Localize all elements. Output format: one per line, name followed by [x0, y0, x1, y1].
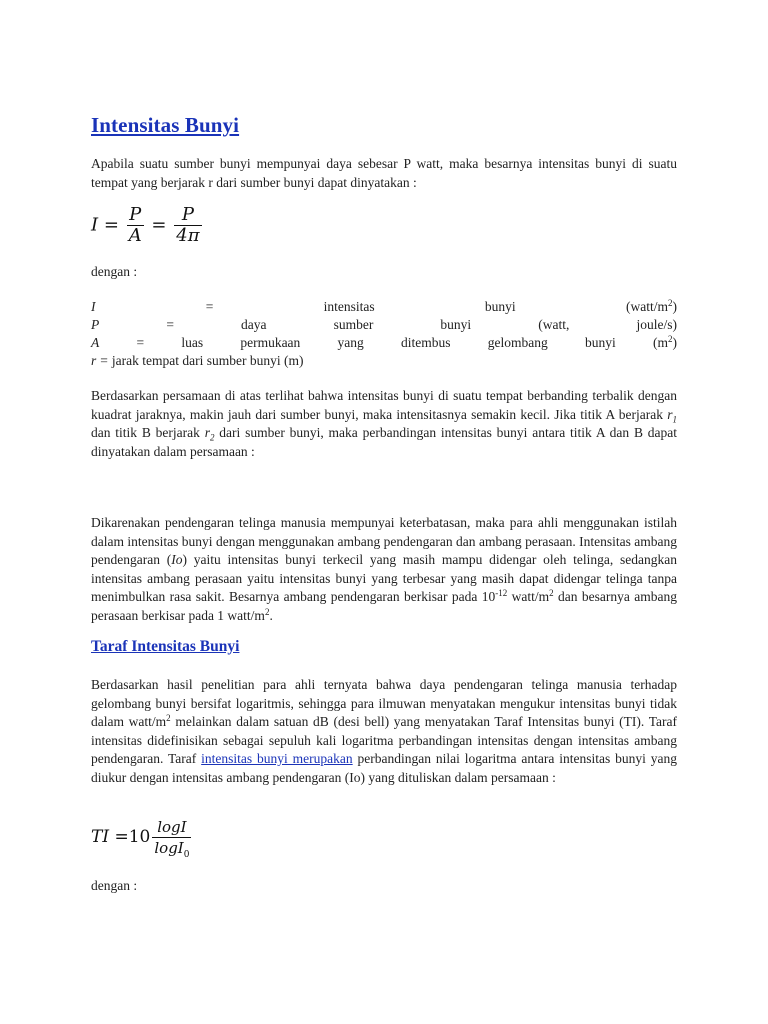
definition-symbol: P: [91, 317, 100, 332]
definition-unit: $(watt/m^2)$: [625, 298, 677, 314]
fraction-numerator: P: [127, 205, 144, 226]
dengan-label-2: dengan :: [91, 878, 138, 893]
definition-row-i: [91, 298, 677, 316]
log-fraction: [152, 817, 191, 858]
definition-word: bunyi: [585, 335, 616, 350]
definition-symbol: r: [91, 353, 97, 368]
definition-word: permukaan: [240, 335, 301, 350]
definition-word: intensitas: [323, 299, 375, 314]
definition-word: yang: [337, 335, 364, 350]
definition-equals: =: [100, 353, 108, 368]
r2-symbol: $r_2$: [204, 425, 215, 443]
definition-word: (watt,: [538, 317, 570, 332]
definition-word: gelombang: [487, 335, 548, 350]
fraction-numerator: P: [174, 205, 201, 226]
formula-equals: =: [103, 214, 119, 236]
dengan-label: dengan :: [91, 264, 138, 279]
definition-word: daya: [241, 317, 267, 332]
section-title: Taraf Intensitas Bunyi: [91, 638, 240, 655]
formula-equals: =: [151, 214, 167, 236]
definition-equals: =: [136, 335, 145, 350]
variable-definitions: [91, 298, 677, 370]
formula-lhs: TI: [91, 827, 110, 847]
intensitas-bunyi-link[interactable]: intensitas bunyi merupakan: [201, 751, 353, 766]
r1-symbol: $r_1$: [667, 406, 677, 425]
definition-word: bunyi: [440, 317, 472, 332]
definition-row-r: [91, 352, 677, 370]
fraction-denominator: A: [128, 225, 142, 246]
formula-lhs: I: [91, 214, 99, 236]
definition-unit: joule/s): [636, 317, 677, 332]
intensity-level-formula: [91, 817, 193, 858]
definition-equals: =: [166, 317, 174, 332]
formula-coefficient: 10: [128, 827, 151, 847]
level-paragraph: Berdasarkan hasil penelitian para ahli ternyata bahwa daya pendengaran telinga manusia terhadap gelombang bunyi bersifat logaritmis, sehingga para ilmuwan menyatakan mengukur intensitas bunyi tidak dalam watt/$m^2$ melainkan dalam satuan dB (desi bell) yang menyatakan Taraf Intensitas bunyi (TI). Taraf intensitas didefinisikan sebagai sepuluh kali logaritma perbandingan intensitas dengan intensitas ambang pendengaran. Taraf intensitas bunyi merupakan perbandingan nilai logaritma antara intensitas bunyi yang diukur dengan intensitas ambang pendengaran (Io) yang dituliskan dalam persamaan :: [91, 677, 678, 785]
definition-word: sumber: [333, 317, 374, 332]
fraction-numerator: logI: [152, 817, 191, 838]
intro-paragraph: Apabila suatu sumber bunyi mempunyai daya sebesar P watt, maka besarnya intensitas bunyi di suatu tempat yang berjarak r dari sumber bunyi dapat dinyatakan :: [91, 156, 677, 190]
definition-unit: $(m^2)$: [653, 334, 677, 350]
page-title: Intensitas Bunyi: [91, 113, 240, 137]
definition-word: jarak tempat dari sumber bunyi (m): [111, 353, 304, 368]
formula-equals: =: [114, 827, 129, 847]
definition-word: luas: [181, 335, 204, 350]
fraction-p-over-4pi: [174, 205, 201, 246]
intensity-formula: [91, 205, 204, 246]
threshold-paragraph: Dikarenakan pendengaran telinga manusia mempunyai keterbatasan, maka para ahli menggunakan istilah dalam intensitas bunyi dengan menggunakan ambang pendengaran dan ambang perasaan. Intensitas ambang pendengaran (Io) yaitu intensitas bunyi terkecil yang masih mampu didengar oleh telinga, sedangkan intensitas ambang perasaan yaitu intensitas bunyi yang terbesar yang masih dapat didengar telinga tanpa menimbulkan rasa sakit. Besarnya ambang pendengaran berkisar pada $10^{-12}$ watt/$m^2$ dan besarnya ambang perasaan berkisar pada 1 watt/$m^2$.: [91, 515, 677, 623]
definition-word: bunyi: [484, 299, 516, 314]
definition-symbol: A: [91, 335, 100, 350]
definition-equals: =: [205, 299, 214, 314]
fraction-p-over-a: [127, 205, 144, 246]
definition-word: ditembus: [401, 335, 451, 350]
definition-row-a: [91, 334, 677, 352]
fraction-denominator: logI$_0$: [154, 839, 190, 860]
definition-symbol: I: [91, 299, 96, 314]
definition-row-p: [91, 316, 677, 334]
fraction-denominator: 4π: [176, 225, 200, 246]
ratio-paragraph: Berdasarkan persamaan di atas terlihat bahwa intensitas bunyi di suatu tempat berbanding terbalik dengan kuadrat jaraknya, makin jauh dari sumber bunyi, maka intensitasnya semakin kecil. Jika titik A berjarak $r_1$ dan titik B berjarak $r_2$ dari sumber bunyi, maka perbandingan intensitas bunyi antara titik A dan B dapat dinyatakan dalam persamaan :: [91, 388, 677, 459]
